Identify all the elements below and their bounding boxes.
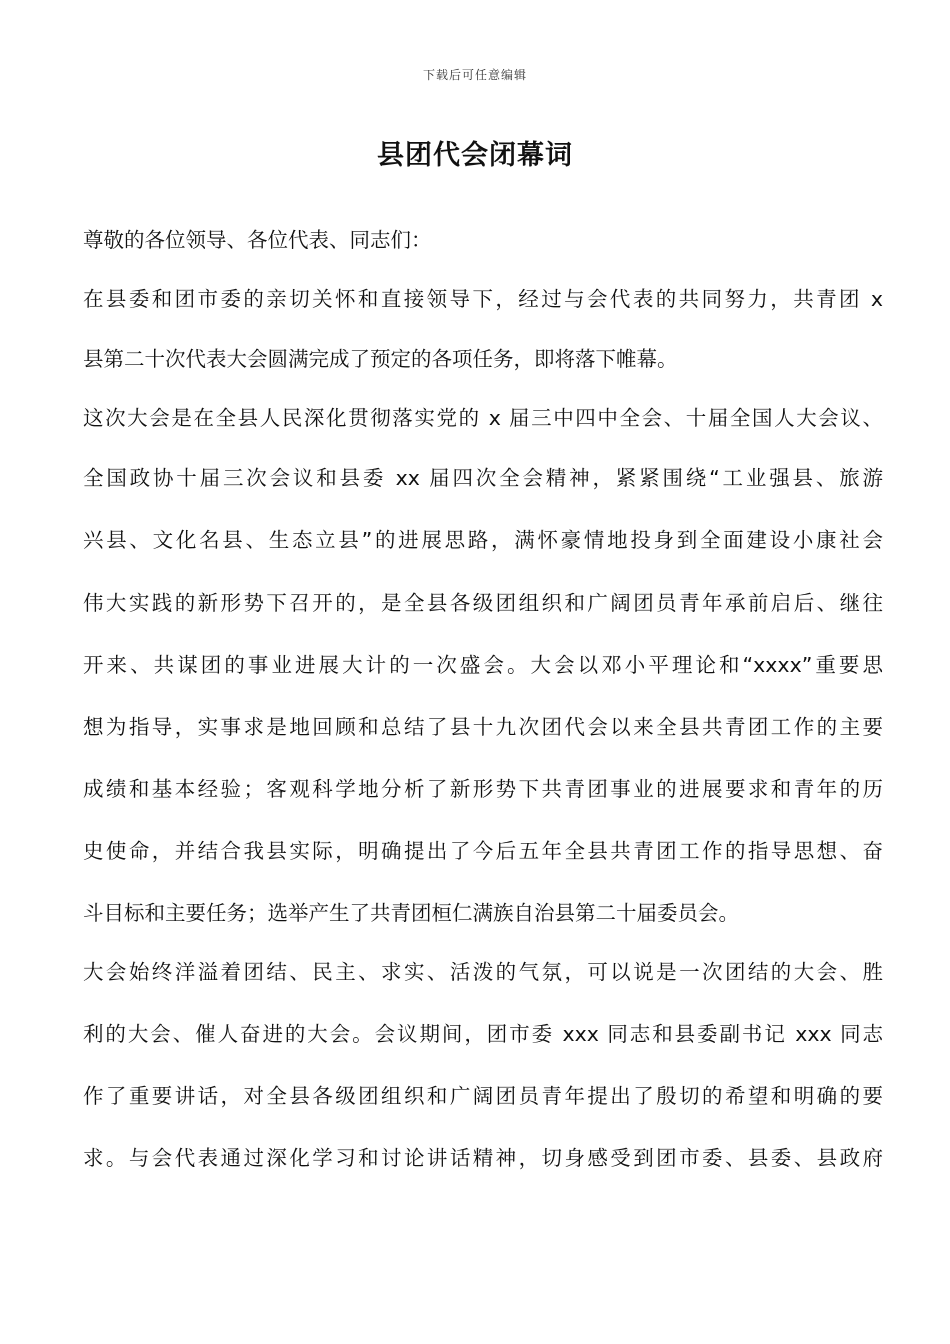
paragraph-line: 全国政协十届三次会议和县委 xx 届四次全会精神，紧紧围绕“工业强县、旅游 [83, 466, 883, 490]
page-title: 县团代会闭幕词 [377, 140, 573, 171]
paragraph-line: 大会始终洋溢着团结、民主、求实、活泼的气氛，可以说是一次团结的大会、胜 [83, 960, 883, 984]
paragraph-line: 县第二十次代表大会圆满完成了预定的各项任务，即将落下帷幕。 [83, 347, 678, 371]
paragraph-line: 利的大会、催人奋进的大会。会议期间，团市委 xxx 同志和县委副书记 xxx 同志 [83, 1022, 883, 1046]
paragraph-line: 斗目标和主要任务；选举产生了共青团桓仁满族自治县第二十届委员会。 [83, 901, 739, 925]
paragraph-line: 这次大会是在全县人民深化贯彻落实党的 x 届三中四中全会、十届全国人大会议、 [83, 406, 883, 430]
paragraph-line: 成绩和基本经验；客观科学地分析了新形势下共青团事业的进展要求和青年的历 [83, 777, 883, 801]
paragraph-line: 兴县、文化名县、生态立县”的进展思路，满怀豪情地投身到全面建设小康社会 [83, 528, 883, 552]
paragraph-line: 求。与会代表通过深化学习和讨论讲话精神，切身感受到团市委、县委、县政府 [83, 1146, 883, 1170]
paragraph-line: 史使命，并结合我县实际，明确提出了今后五年全县共青团工作的指导思想、奋 [83, 839, 883, 863]
paragraph-line: 在县委和团市委的亲切关怀和直接领导下，经过与会代表的共同努力，共青团 x [83, 287, 883, 311]
salutation-line: 尊敬的各位领导、各位代表、同志们： [83, 228, 432, 252]
paragraph-line: 开来、共谋团的事业进展大计的一次盛会。大会以邓小平理论和“xxxx”重要思 [83, 653, 883, 677]
header-note: 下载后可任意编辑 [422, 68, 527, 82]
paragraph-line: 作了重要讲话，对全县各级团组织和广阔团员青年提出了殷切的希望和明确的要 [83, 1084, 883, 1108]
paragraph-line: 伟大实践的新形势下召开的，是全县各级团组织和广阔团员青年承前启后、继往 [83, 591, 883, 615]
paragraph-line: 想为指导，实事求是地回顾和总结了县十九次团代会以来全县共青团工作的主要 [83, 715, 883, 739]
